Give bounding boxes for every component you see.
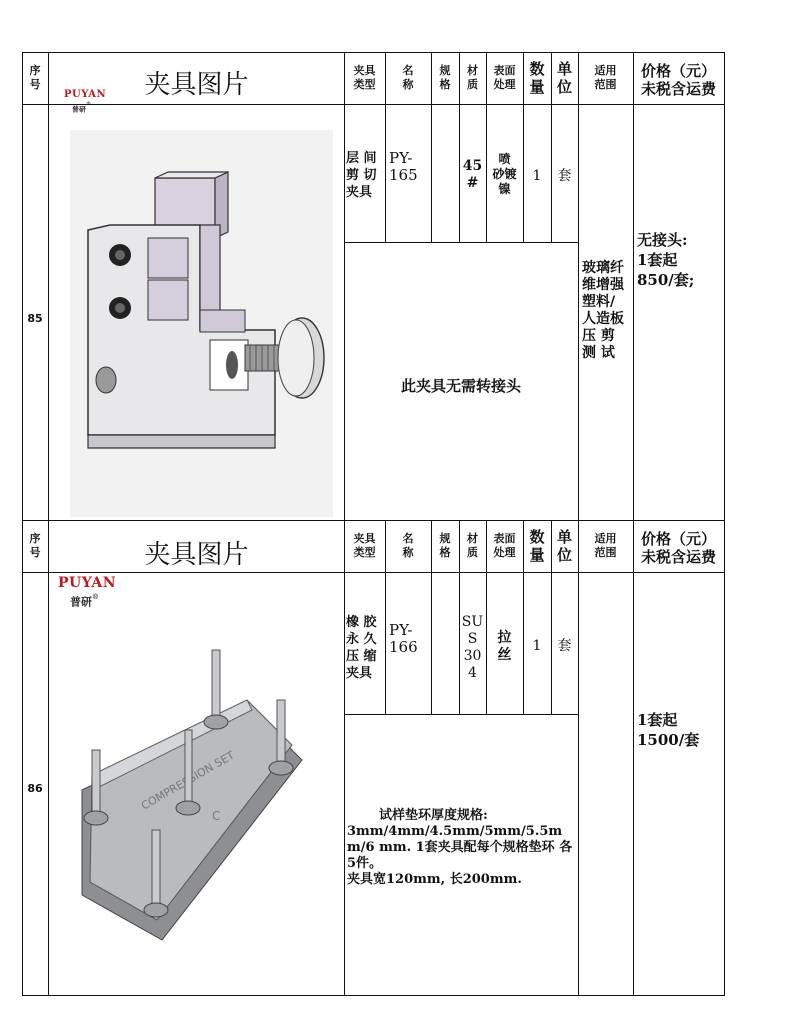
header-unit: 单 位: [556, 60, 572, 96]
header-material: 材 质: [467, 64, 478, 91]
header-scope: 适用 范围: [594, 64, 617, 91]
header-name: 名 称: [402, 64, 414, 91]
header-fixture-type: 夹具 类型: [353, 64, 376, 91]
header-price: 价格（元） 未税含运费: [640, 62, 716, 98]
header-qty: 数 量: [529, 60, 545, 96]
logo-en: PUYAN: [64, 89, 107, 100]
logo-reg: ®: [86, 101, 91, 107]
header-scope-2: 适用 范围: [594, 532, 617, 559]
row85-price: 无接头: 1套起 850/套;: [637, 231, 695, 289]
row86-note-title: 试样垫环厚度规格:: [379, 808, 488, 823]
logo-top: [64, 89, 124, 114]
row86-note-body: 3mm/4mm/4.5mm/5mm/5.5mm/6 mm. 1套夹具配每个规格垫环 各5件。: [347, 824, 573, 871]
header-seq-2: 序 号: [29, 532, 41, 559]
row86-material: SU S 30 4: [461, 614, 484, 681]
row85-fixture-type: 层 间 剪 切 夹具: [346, 151, 377, 200]
header-fixture-type-2: 夹具 类型: [353, 532, 376, 559]
row86-unit: 套: [557, 638, 572, 654]
row85-name: PY- 165: [389, 149, 418, 184]
fixture-image-py165: [70, 130, 333, 517]
header-seq: 序 号: [29, 64, 41, 91]
row-number-2: 86: [27, 782, 43, 795]
header-price-2: 价格（元） 未税含运费: [640, 530, 716, 566]
row86-note-size: 夹具宽120mm, 长200mm.: [347, 872, 522, 887]
header-surface: 表面 处理: [493, 64, 516, 91]
row85-scope: 玻璃纤 维增强 塑料/ 人造板 压 剪 测 试: [582, 260, 624, 361]
row86-name: PY- 166: [389, 621, 418, 656]
logo-cn-2: 普研: [70, 595, 92, 609]
fixture-image-py166: [52, 640, 342, 990]
header-picture: 夹具图片: [144, 70, 249, 100]
header-picture-2: 夹具图片: [144, 540, 249, 570]
row85-qty: 1: [532, 168, 542, 184]
header-material-2: 材 质: [467, 532, 478, 559]
row85-material: 45 #: [462, 158, 483, 191]
header-surface-2: 表面 处理: [493, 532, 516, 559]
logo-en-2: PUYAN: [58, 575, 116, 591]
plate-mark: C: [212, 809, 221, 823]
row-number: 85: [27, 312, 43, 325]
row86-note: [347, 808, 577, 888]
header-spec-2: 规 格: [439, 532, 451, 559]
row85-note: 此夹具无需转接头: [400, 377, 521, 395]
header-name-2: 名 称: [402, 532, 414, 559]
plate-engraving: COMPRESSION SET: [139, 748, 237, 813]
row86-price: 1套起 1500/套: [637, 711, 700, 749]
logo-reg-2: ®: [92, 593, 99, 601]
header-unit-2: 单 位: [556, 528, 572, 564]
row86-surface: 拉 丝: [497, 630, 512, 663]
row86-qty: 1: [532, 638, 542, 654]
header-spec: 规 格: [439, 64, 451, 91]
header-qty-2: 数 量: [529, 528, 545, 564]
row85-unit: 套: [557, 168, 572, 184]
logo-bottom: [58, 575, 138, 609]
logo-cn: 普研: [72, 105, 86, 114]
compression-fixture-drawing: [52, 640, 342, 990]
shear-fixture-drawing: [70, 130, 333, 517]
row86-fixture-type: 橡 胶 永 久 压 缩 夹具: [346, 615, 377, 681]
row85-surface: 喷 砂镀 镍: [492, 152, 517, 196]
